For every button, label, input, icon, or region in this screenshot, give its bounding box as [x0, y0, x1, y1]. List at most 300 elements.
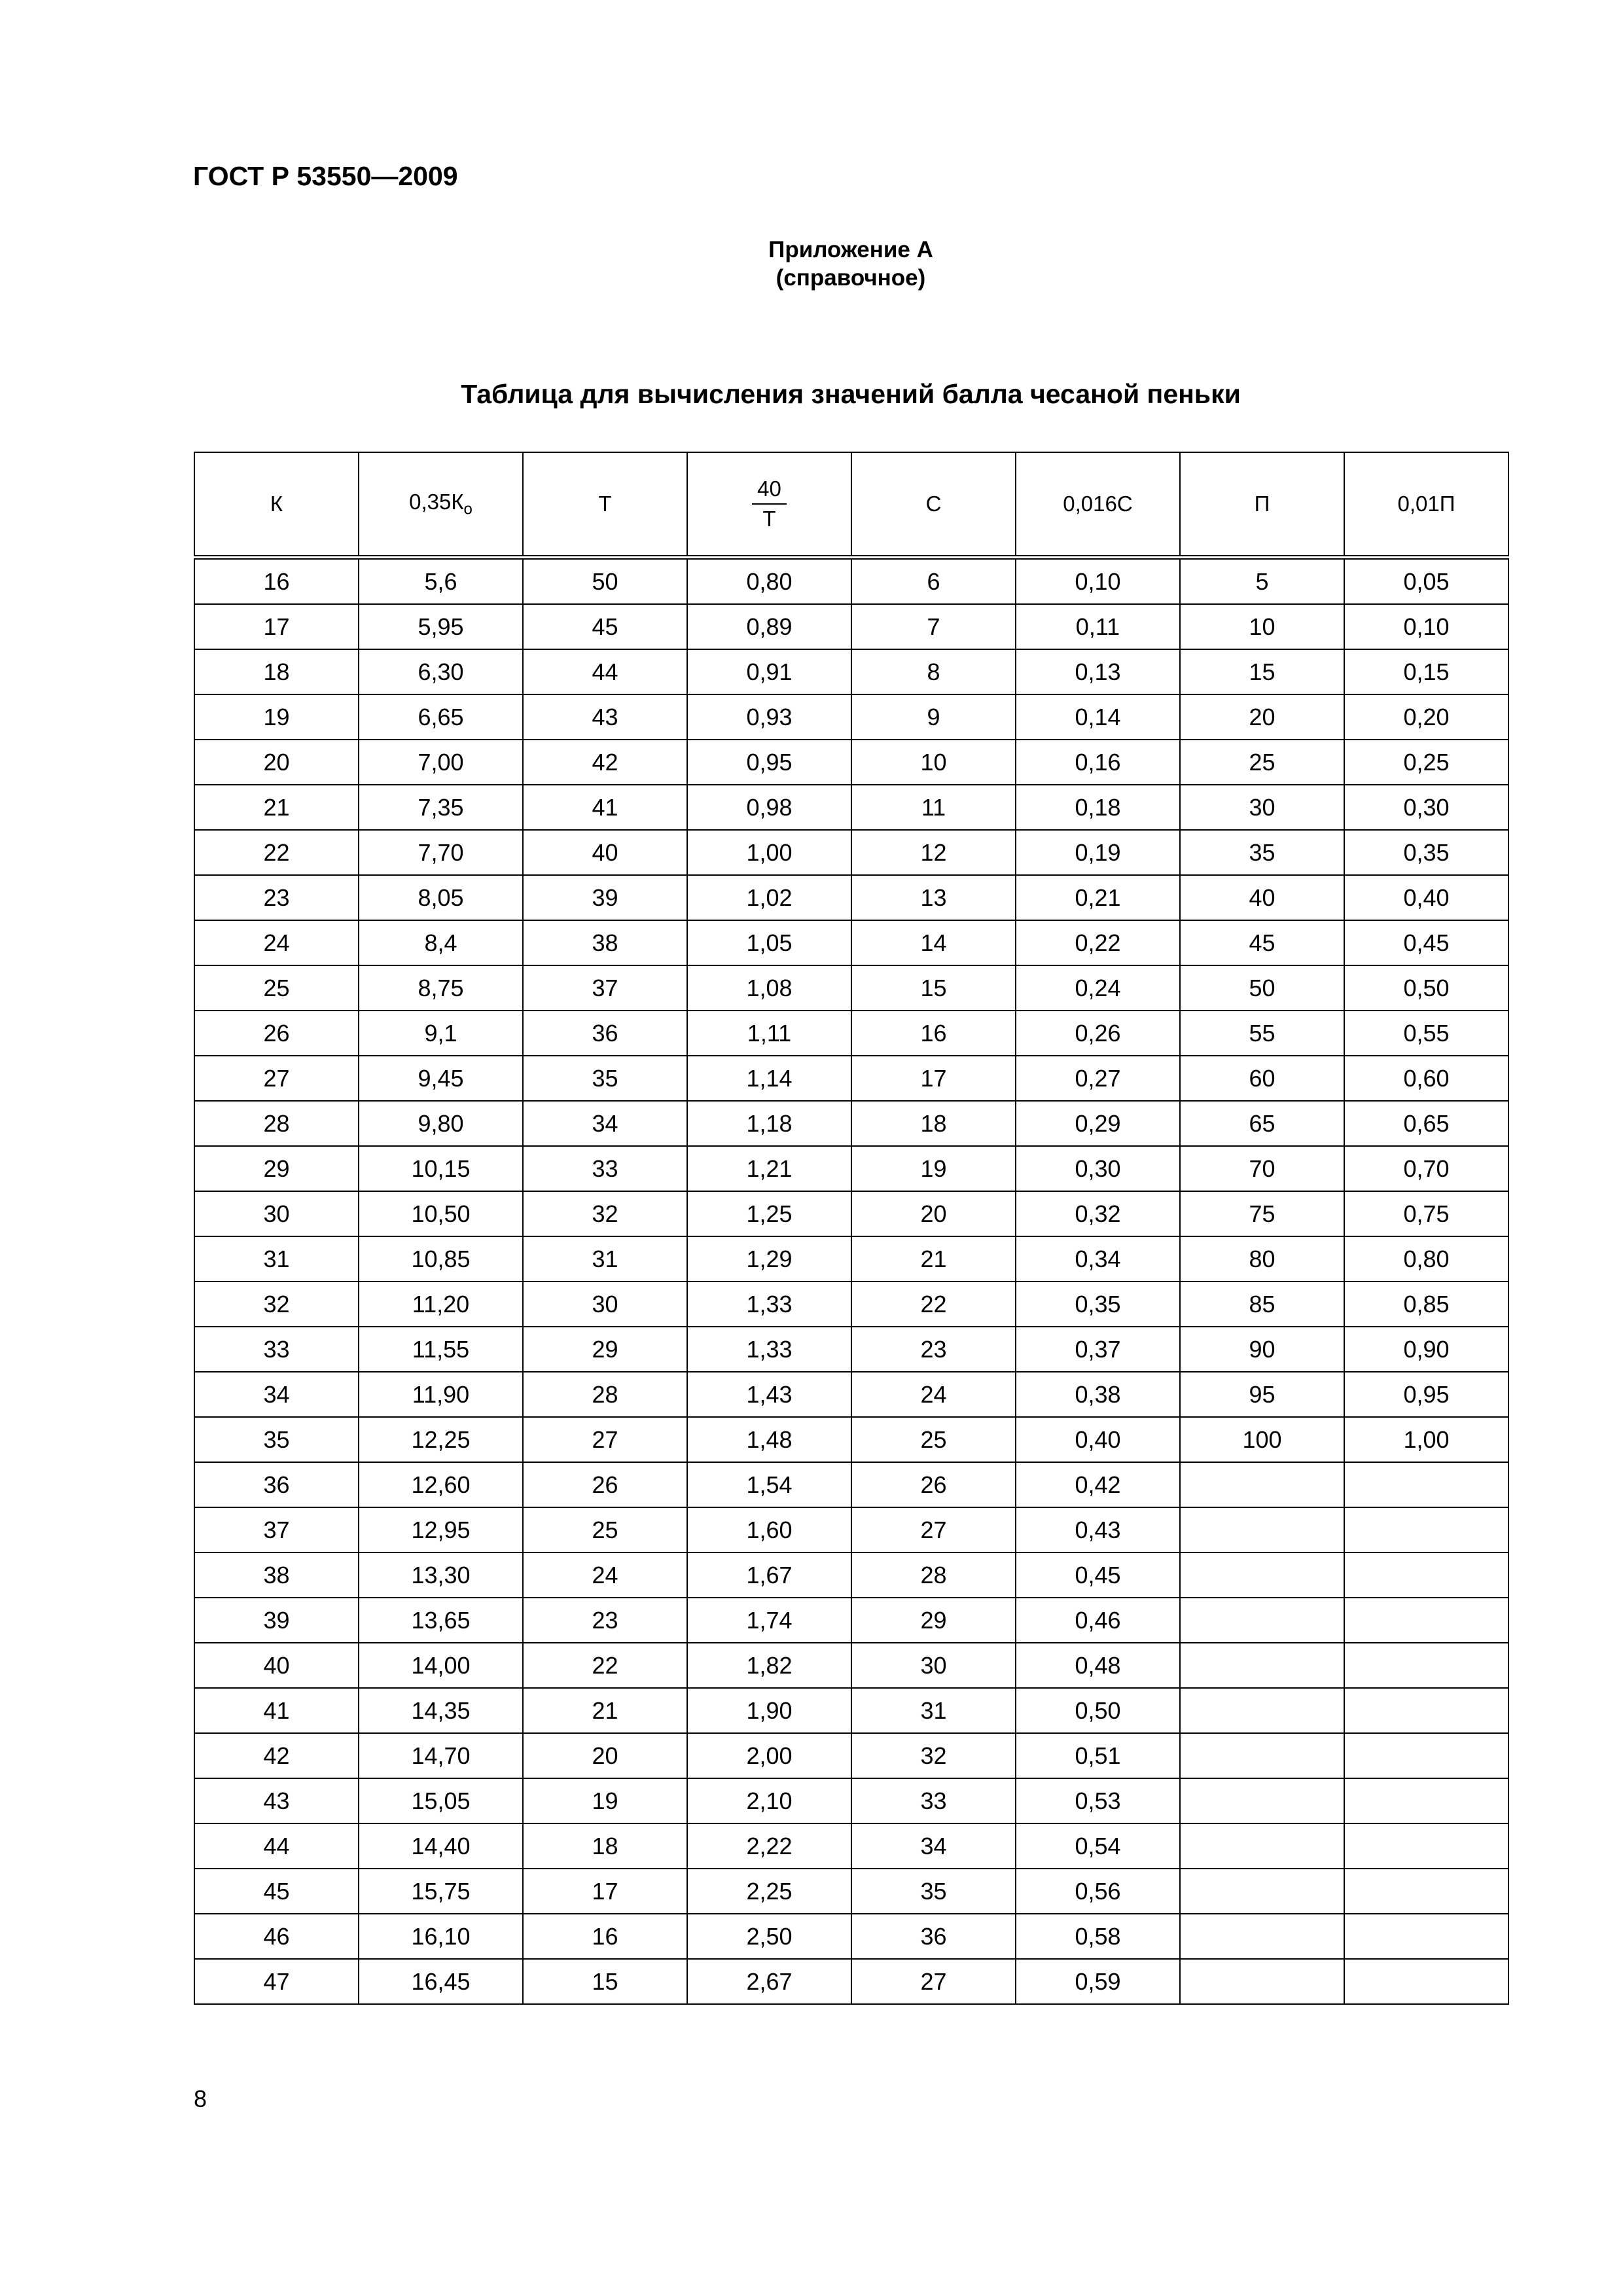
table-row: [194, 920, 1508, 965]
col-header-k035: [359, 452, 523, 558]
cell-k035: 10,15: [359, 1146, 523, 1191]
cell-k035: 5,95: [359, 604, 523, 649]
cell-40-over-t: 1,67: [687, 1552, 851, 1598]
cell-t: 39: [523, 875, 687, 920]
cell-t: 27: [523, 1417, 687, 1462]
cell-k: 23: [194, 875, 359, 920]
cell-t: 32: [523, 1191, 687, 1236]
cell-c016: 0,21: [1016, 875, 1180, 920]
cell-t: 26: [523, 1462, 687, 1507]
cell-p001: 0,70: [1344, 1146, 1508, 1191]
cell-p001: 0,15: [1344, 649, 1508, 694]
cell-k035: 7,35: [359, 785, 523, 830]
appendix-note: (справочное): [776, 265, 926, 291]
cell-t: 23: [523, 1598, 687, 1643]
cell-t: 29: [523, 1327, 687, 1372]
col-header-k035-sub: о: [463, 500, 473, 518]
cell-p001: [1344, 1869, 1508, 1914]
cell-k035: 13,30: [359, 1552, 523, 1598]
cell-40-over-t: 1,33: [687, 1327, 851, 1372]
table-row: [194, 1417, 1508, 1462]
cell-c016: 0,43: [1016, 1507, 1180, 1552]
cell-c: 20: [851, 1191, 1016, 1236]
table-row: [194, 1643, 1508, 1688]
cell-c016: 0,30: [1016, 1146, 1180, 1191]
cell-40-over-t: 2,25: [687, 1869, 851, 1914]
cell-p: 55: [1180, 1011, 1344, 1056]
cell-c016: 0,27: [1016, 1056, 1180, 1101]
cell-t: 41: [523, 785, 687, 830]
cell-k035: 12,60: [359, 1462, 523, 1507]
cell-40-over-t: 1,00: [687, 830, 851, 875]
cell-c016: 0,42: [1016, 1462, 1180, 1507]
cell-c016: 0,51: [1016, 1733, 1180, 1778]
table-title: Таблица для вычисления значений балла чесаной пеньки: [461, 379, 1241, 409]
cell-c016: 0,38: [1016, 1372, 1180, 1417]
cell-p: 40: [1180, 875, 1344, 920]
cell-t: 16: [523, 1914, 687, 1959]
cell-t: 31: [523, 1236, 687, 1282]
cell-p: [1180, 1688, 1344, 1733]
cell-40-over-t: 0,91: [687, 649, 851, 694]
cell-k035: 14,70: [359, 1733, 523, 1778]
table-row: [194, 1959, 1508, 2004]
cell-k: 44: [194, 1823, 359, 1869]
cell-k035: 7,70: [359, 830, 523, 875]
cell-c016: 0,35: [1016, 1282, 1180, 1327]
cell-k035: 10,85: [359, 1236, 523, 1282]
cell-40-over-t: 1,29: [687, 1236, 851, 1282]
cell-p001: [1344, 1959, 1508, 2004]
table-row: [194, 1372, 1508, 1417]
cell-c: 25: [851, 1417, 1016, 1462]
cell-40-over-t: 1,05: [687, 920, 851, 965]
cell-c016: 0,34: [1016, 1236, 1180, 1282]
cell-c: 28: [851, 1552, 1016, 1598]
fraction: [752, 475, 787, 533]
cell-p001: 0,65: [1344, 1101, 1508, 1146]
cell-p001: [1344, 1552, 1508, 1598]
cell-p001: 0,05: [1344, 558, 1508, 605]
cell-c: 17: [851, 1056, 1016, 1101]
cell-p001: [1344, 1823, 1508, 1869]
cell-40-over-t: 1,25: [687, 1191, 851, 1236]
cell-k035: 12,25: [359, 1417, 523, 1462]
cell-c: 12: [851, 830, 1016, 875]
cell-c: 34: [851, 1823, 1016, 1869]
table-row: [194, 1011, 1508, 1056]
cell-p001: [1344, 1688, 1508, 1733]
cell-40-over-t: 1,21: [687, 1146, 851, 1191]
table-row: [194, 1507, 1508, 1552]
cell-k035: 12,95: [359, 1507, 523, 1552]
cell-k: 25: [194, 965, 359, 1011]
cell-t: 19: [523, 1778, 687, 1823]
cell-40-over-t: 1,14: [687, 1056, 851, 1101]
table-row: [194, 1146, 1508, 1191]
cell-k035: 14,35: [359, 1688, 523, 1733]
cell-k035: 16,10: [359, 1914, 523, 1959]
cell-t: 37: [523, 965, 687, 1011]
cell-t: 22: [523, 1643, 687, 1688]
cell-p: [1180, 1823, 1344, 1869]
cell-p001: 0,55: [1344, 1011, 1508, 1056]
cell-p001: [1344, 1733, 1508, 1778]
cell-k035: 14,40: [359, 1823, 523, 1869]
cell-p: [1180, 1778, 1344, 1823]
cell-c016: 0,16: [1016, 740, 1180, 785]
cell-p: [1180, 1914, 1344, 1959]
cell-k035: 15,05: [359, 1778, 523, 1823]
cell-k035: 9,1: [359, 1011, 523, 1056]
cell-p: [1180, 1598, 1344, 1643]
table-row: [194, 965, 1508, 1011]
cell-p001: 0,50: [1344, 965, 1508, 1011]
cell-p: 50: [1180, 965, 1344, 1011]
cell-40-over-t: 1,43: [687, 1372, 851, 1417]
cell-t: 20: [523, 1733, 687, 1778]
cell-40-over-t: 1,33: [687, 1282, 851, 1327]
cell-k035: 8,05: [359, 875, 523, 920]
cell-c016: 0,29: [1016, 1101, 1180, 1146]
cell-t: 45: [523, 604, 687, 649]
cell-t: 21: [523, 1688, 687, 1733]
cell-k: 45: [194, 1869, 359, 1914]
cell-40-over-t: 0,80: [687, 558, 851, 605]
cell-p001: [1344, 1643, 1508, 1688]
table-row: [194, 875, 1508, 920]
cell-k035: 6,65: [359, 694, 523, 740]
table-row: [194, 1778, 1508, 1823]
cell-k: 43: [194, 1778, 359, 1823]
cell-p001: 0,30: [1344, 785, 1508, 830]
cell-40-over-t: 1,54: [687, 1462, 851, 1507]
table-row: [194, 1823, 1508, 1869]
col-header-c: С: [851, 452, 1016, 558]
fraction-numerator: 40: [752, 475, 787, 505]
cell-p001: 0,85: [1344, 1282, 1508, 1327]
cell-c: 30: [851, 1643, 1016, 1688]
cell-40-over-t: 2,10: [687, 1778, 851, 1823]
cell-p: [1180, 1552, 1344, 1598]
cell-t: 25: [523, 1507, 687, 1552]
cell-p: 75: [1180, 1191, 1344, 1236]
table-row: [194, 1914, 1508, 1959]
header-row: [194, 452, 1508, 558]
cell-k035: 9,45: [359, 1056, 523, 1101]
cell-k: 17: [194, 604, 359, 649]
cell-c016: 0,13: [1016, 649, 1180, 694]
table-row: [194, 1733, 1508, 1778]
cell-c: 15: [851, 965, 1016, 1011]
cell-t: 34: [523, 1101, 687, 1146]
cell-k: 21: [194, 785, 359, 830]
cell-c016: 0,54: [1016, 1823, 1180, 1869]
table-row: [194, 1236, 1508, 1282]
cell-p: [1180, 1959, 1344, 2004]
cell-k: 35: [194, 1417, 359, 1462]
cell-t: 33: [523, 1146, 687, 1191]
cell-40-over-t: 1,60: [687, 1507, 851, 1552]
cell-p001: 0,35: [1344, 830, 1508, 875]
cell-p: 85: [1180, 1282, 1344, 1327]
cell-p001: 0,10: [1344, 604, 1508, 649]
cell-c: 32: [851, 1733, 1016, 1778]
cell-p: [1180, 1643, 1344, 1688]
cell-c016: 0,18: [1016, 785, 1180, 830]
cell-c016: 0,10: [1016, 558, 1180, 605]
cell-p001: 0,90: [1344, 1327, 1508, 1372]
cell-c016: 0,58: [1016, 1914, 1180, 1959]
cell-k: 28: [194, 1101, 359, 1146]
cell-t: 38: [523, 920, 687, 965]
cell-c016: 0,53: [1016, 1778, 1180, 1823]
col-header-c016: 0,016С: [1016, 452, 1180, 558]
cell-k: 24: [194, 920, 359, 965]
cell-p: 70: [1180, 1146, 1344, 1191]
cell-p: 100: [1180, 1417, 1344, 1462]
cell-c016: 0,26: [1016, 1011, 1180, 1056]
cell-c016: 0,14: [1016, 694, 1180, 740]
cell-p001: 0,60: [1344, 1056, 1508, 1101]
appendix-heading: [0, 236, 1623, 292]
cell-p: 25: [1180, 740, 1344, 785]
cell-40-over-t: 1,74: [687, 1598, 851, 1643]
table-row: [194, 785, 1508, 830]
table-row: [194, 1282, 1508, 1327]
cell-k: 46: [194, 1914, 359, 1959]
cell-40-over-t: 0,98: [687, 785, 851, 830]
cell-p: 35: [1180, 830, 1344, 875]
cell-t: 17: [523, 1869, 687, 1914]
cell-c: 24: [851, 1372, 1016, 1417]
table-row: [194, 1101, 1508, 1146]
cell-p: 65: [1180, 1101, 1344, 1146]
cell-k: 18: [194, 649, 359, 694]
cell-p001: 0,75: [1344, 1191, 1508, 1236]
fraction-denominator: Т: [762, 507, 776, 531]
cell-k: 32: [194, 1282, 359, 1327]
cell-40-over-t: 1,82: [687, 1643, 851, 1688]
cell-t: 43: [523, 694, 687, 740]
cell-k: 41: [194, 1688, 359, 1733]
cell-p001: 0,80: [1344, 1236, 1508, 1282]
cell-p001: 0,95: [1344, 1372, 1508, 1417]
cell-c: 33: [851, 1778, 1016, 1823]
cell-p: 95: [1180, 1372, 1344, 1417]
cell-k035: 14,00: [359, 1643, 523, 1688]
cell-p: 5: [1180, 558, 1344, 605]
cell-c016: 0,50: [1016, 1688, 1180, 1733]
cell-c: 8: [851, 649, 1016, 694]
hemp-score-table: [194, 452, 1509, 2005]
cell-40-over-t: 2,22: [687, 1823, 851, 1869]
cell-c: 10: [851, 740, 1016, 785]
cell-k035: 11,90: [359, 1372, 523, 1417]
col-header-k035-main: 0,35К: [409, 489, 464, 514]
cell-t: 30: [523, 1282, 687, 1327]
cell-t: 18: [523, 1823, 687, 1869]
cell-k035: 5,6: [359, 558, 523, 605]
cell-k: 34: [194, 1372, 359, 1417]
cell-40-over-t: 2,50: [687, 1914, 851, 1959]
cell-c016: 0,59: [1016, 1959, 1180, 2004]
table-body: [194, 558, 1508, 2005]
cell-p001: [1344, 1914, 1508, 1959]
table-row: [194, 1688, 1508, 1733]
cell-k: 19: [194, 694, 359, 740]
cell-c: 13: [851, 875, 1016, 920]
cell-c: 11: [851, 785, 1016, 830]
cell-c: 14: [851, 920, 1016, 965]
cell-p001: 0,25: [1344, 740, 1508, 785]
cell-40-over-t: 1,02: [687, 875, 851, 920]
table-header: [194, 452, 1508, 558]
cell-k035: 16,45: [359, 1959, 523, 2004]
table-row: [194, 604, 1508, 649]
cell-c: 29: [851, 1598, 1016, 1643]
cell-t: 35: [523, 1056, 687, 1101]
cell-40-over-t: 0,89: [687, 604, 851, 649]
cell-k: 37: [194, 1507, 359, 1552]
table-row: [194, 1869, 1508, 1914]
cell-40-over-t: 1,90: [687, 1688, 851, 1733]
cell-c016: 0,37: [1016, 1327, 1180, 1372]
cell-t: 15: [523, 1959, 687, 2004]
table-row: [194, 1552, 1508, 1598]
cell-40-over-t: 2,67: [687, 1959, 851, 2004]
cell-p001: 1,00: [1344, 1417, 1508, 1462]
cell-p001: 0,20: [1344, 694, 1508, 740]
cell-p: [1180, 1462, 1344, 1507]
cell-40-over-t: 1,48: [687, 1417, 851, 1462]
cell-k035: 8,75: [359, 965, 523, 1011]
cell-c: 7: [851, 604, 1016, 649]
cell-p: [1180, 1507, 1344, 1552]
cell-p: 10: [1180, 604, 1344, 649]
cell-c016: 0,40: [1016, 1417, 1180, 1462]
cell-c016: 0,11: [1016, 604, 1180, 649]
cell-c: 19: [851, 1146, 1016, 1191]
cell-40-over-t: 2,00: [687, 1733, 851, 1778]
cell-k035: 11,55: [359, 1327, 523, 1372]
cell-40-over-t: 0,93: [687, 694, 851, 740]
cell-k035: 11,20: [359, 1282, 523, 1327]
cell-k035: 9,80: [359, 1101, 523, 1146]
cell-t: 50: [523, 558, 687, 605]
col-header-40-over-t: [687, 452, 851, 558]
cell-k: 26: [194, 1011, 359, 1056]
cell-40-over-t: 0,95: [687, 740, 851, 785]
cell-c016: 0,32: [1016, 1191, 1180, 1236]
cell-c: 27: [851, 1507, 1016, 1552]
table-row: [194, 1327, 1508, 1372]
col-header-t: Т: [523, 452, 687, 558]
cell-k035: 10,50: [359, 1191, 523, 1236]
document-code: ГОСТ Р 53550—2009: [193, 161, 458, 191]
cell-k: 47: [194, 1959, 359, 2004]
cell-c016: 0,22: [1016, 920, 1180, 965]
cell-k035: 13,65: [359, 1598, 523, 1643]
cell-c: 16: [851, 1011, 1016, 1056]
cell-c: 23: [851, 1327, 1016, 1372]
cell-c: 26: [851, 1462, 1016, 1507]
cell-p001: [1344, 1598, 1508, 1643]
appendix-title: Приложение А: [768, 237, 933, 262]
cell-k035: 6,30: [359, 649, 523, 694]
cell-p001: 0,45: [1344, 920, 1508, 965]
cell-c: 22: [851, 1282, 1016, 1327]
cell-40-over-t: 1,11: [687, 1011, 851, 1056]
cell-p: 60: [1180, 1056, 1344, 1101]
cell-k035: 15,75: [359, 1869, 523, 1914]
cell-p: [1180, 1869, 1344, 1914]
cell-c: 18: [851, 1101, 1016, 1146]
cell-t: 42: [523, 740, 687, 785]
cell-p: 90: [1180, 1327, 1344, 1372]
cell-k: 30: [194, 1191, 359, 1236]
table-row: [194, 694, 1508, 740]
cell-t: 40: [523, 830, 687, 875]
cell-c016: 0,19: [1016, 830, 1180, 875]
cell-p: 30: [1180, 785, 1344, 830]
page-number: 8: [194, 2085, 207, 2112]
cell-k: 33: [194, 1327, 359, 1372]
table-row: [194, 1191, 1508, 1236]
cell-t: 24: [523, 1552, 687, 1598]
cell-c016: 0,56: [1016, 1869, 1180, 1914]
cell-c016: 0,24: [1016, 965, 1180, 1011]
cell-k: 36: [194, 1462, 359, 1507]
cell-p: 80: [1180, 1236, 1344, 1282]
cell-p001: [1344, 1462, 1508, 1507]
cell-40-over-t: 1,18: [687, 1101, 851, 1146]
table-row: [194, 1598, 1508, 1643]
cell-c: 6: [851, 558, 1016, 605]
col-header-k: К: [194, 452, 359, 558]
cell-k: 20: [194, 740, 359, 785]
col-header-p: П: [1180, 452, 1344, 558]
cell-c016: 0,46: [1016, 1598, 1180, 1643]
cell-c: 31: [851, 1688, 1016, 1733]
cell-p: 20: [1180, 694, 1344, 740]
table-row: [194, 649, 1508, 694]
cell-t: 36: [523, 1011, 687, 1056]
cell-c: 36: [851, 1914, 1016, 1959]
table-row: [194, 1056, 1508, 1101]
cell-k: 38: [194, 1552, 359, 1598]
cell-p001: [1344, 1778, 1508, 1823]
cell-p: 15: [1180, 649, 1344, 694]
cell-k: 22: [194, 830, 359, 875]
table-row: [194, 830, 1508, 875]
cell-k035: 8,4: [359, 920, 523, 965]
cell-40-over-t: 1,08: [687, 965, 851, 1011]
table-row: [194, 1462, 1508, 1507]
table-row: [194, 740, 1508, 785]
cell-k: 40: [194, 1643, 359, 1688]
cell-c: 21: [851, 1236, 1016, 1282]
cell-k: 31: [194, 1236, 359, 1282]
cell-p001: 0,40: [1344, 875, 1508, 920]
cell-c: 35: [851, 1869, 1016, 1914]
cell-k: 27: [194, 1056, 359, 1101]
cell-k: 29: [194, 1146, 359, 1191]
cell-t: 28: [523, 1372, 687, 1417]
table-row: [194, 558, 1508, 605]
col-header-p001: 0,01П: [1344, 452, 1508, 558]
cell-t: 44: [523, 649, 687, 694]
